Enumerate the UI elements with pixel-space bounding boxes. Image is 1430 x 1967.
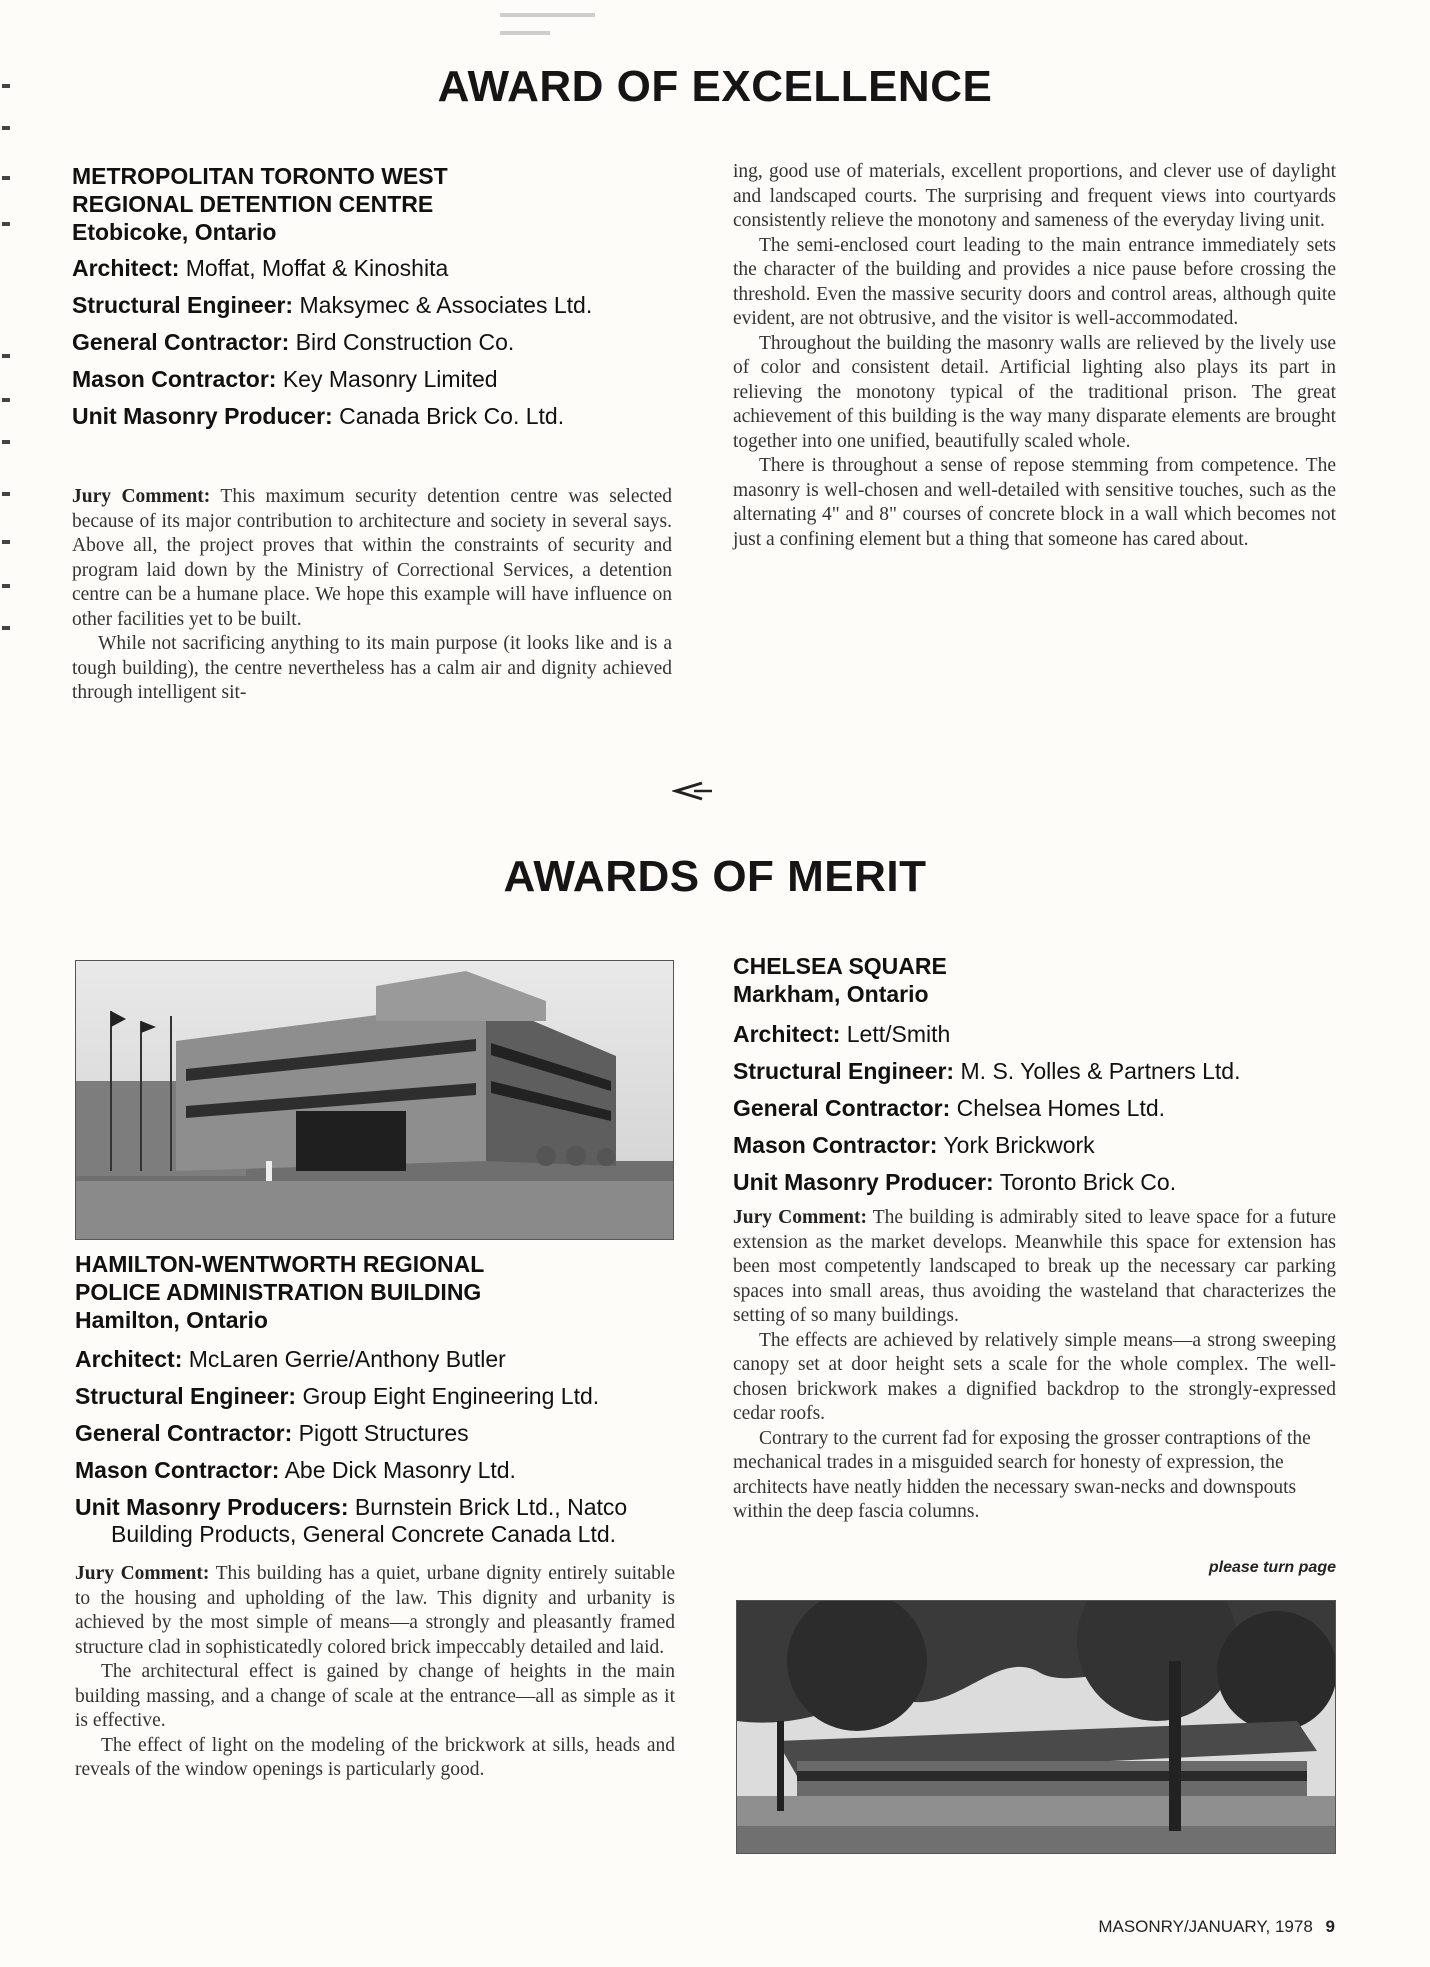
margin-mark — [2, 492, 10, 496]
chelsea-square-photo — [736, 1600, 1336, 1854]
hamilton-building-photo — [75, 960, 674, 1240]
awards-of-merit-heading: AWARDS OF MERIT — [503, 852, 927, 901]
margin-mark — [2, 540, 10, 544]
jury-paragraph: Jury Comment: This building has a quiet, urbane dignity entirely suitable to the housing and upholding of the law. This dignity and urbanity is achieved by the most simple of means—a strongly and pleasantly framed structure clad in sophisticatedly colored brick impeccably detailed and laid. — [75, 1563, 675, 1658]
jury-paragraph: Jury Comment: This maximum security detention centre was selected because of its major contribution to architecture and society in several says. Above all, the project proves that within the constraints of security and program laid down by the Ministry of Correctional Services, a detention centre can be a humane place. We hope this example will have influence on other facilities yet to be built. — [72, 486, 672, 630]
credit-general-contractor: General Contractor: Bird Construction Co. — [72, 329, 515, 355]
project-location: Markham, Ontario — [733, 981, 929, 1007]
jury-paragraph: Jury Comment: The building is admirably sited to leave space for a future extension as the market develops. Meanwhile this space for extension has been most competently landscaped to break up the necessary car parking spaces into small areas, thus avoiding the wasteland that characterizes the setting of so many buildings. — [733, 1207, 1336, 1326]
credit-mason-contractor: Mason Contractor: York Brickwork — [733, 1132, 1095, 1158]
header-mark — [500, 13, 595, 17]
excellence-project-header — [72, 162, 672, 246]
jury-paragraph: While not sacrificing anything to its main purpose (it looks like and is a tough building), the centre nevertheless has a calm air and dignity achieved through intelligent sit- — [72, 633, 672, 703]
excellence-credits-list — [72, 255, 672, 430]
excellence-jury-comment-left — [72, 485, 672, 706]
credit-mason-contractor: Mason Contractor: Abe Dick Masonry Ltd. — [75, 1457, 516, 1483]
credit-structural-engineer: Structural Engineer: M. S. Yolles & Partners Ltd. — [733, 1058, 1241, 1084]
chelsea-credits-list — [733, 1021, 1343, 1196]
excellence-jury-comment-right — [733, 160, 1336, 552]
margin-mark — [2, 222, 10, 226]
margin-mark — [2, 584, 10, 588]
project-name: POLICE ADMINISTRATION BUILDING — [75, 1279, 482, 1305]
scan-header-marks — [500, 4, 660, 14]
jury-paragraph: There is throughout a sense of repose stemming from competence. The masonry is well-chosen and well-detailed with sensitive touches, such as the alternating 4" and 8" courses of concrete block in a wall which becomes not just a confining element but a thing that someone has cared about. — [733, 455, 1336, 550]
header-mark — [500, 31, 550, 35]
hamilton-jury-comment — [75, 1562, 675, 1783]
credit-masonry-producer: Unit Masonry Producer: Toronto Brick Co. — [733, 1169, 1177, 1195]
chelsea-project-header — [733, 952, 1333, 1008]
jury-paragraph: Throughout the building the masonry walls are relieved by the lively use of color and consistent detail. Artificial lighting also plays its part in relieving the monotony typical of the traditional prison. The great achievement of this building is the way many disparate elements are brought together into one unified, beautifully scaled whole. — [733, 332, 1336, 452]
project-name: REGIONAL DETENTION CENTRE — [72, 191, 434, 217]
margin-mark — [2, 398, 10, 402]
credit-architect: Architect: Lett/Smith — [733, 1021, 951, 1047]
page-footer — [960, 1917, 1335, 1937]
credit-structural-engineer: Structural Engineer: Maksymec & Associates Ltd. — [72, 292, 593, 318]
margin-mark — [2, 126, 10, 130]
hamilton-credits-list — [75, 1346, 685, 1548]
credit-general-contractor: General Contractor: Chelsea Homes Ltd. — [733, 1095, 1166, 1121]
project-location: Hamilton, Ontario — [75, 1307, 268, 1333]
arrow-ornament-icon — [672, 780, 732, 802]
project-location: Etobicoke, Ontario — [72, 219, 277, 245]
jury-paragraph: The effect of light on the modeling of the brickwork at sills, heads and reveals of the window openings is particularly good. — [75, 1734, 675, 1780]
award-of-excellence-heading: AWARD OF EXCELLENCE — [437, 62, 993, 111]
jury-paragraph: The effects are achieved by relatively simple means—a strong sweeping canopy set at door height sets a scale for the whole complex. The well-chosen brickwork makes a dignified backdrop to the strongly-expressed cedar roofs. — [733, 1329, 1336, 1424]
margin-mark — [2, 176, 10, 180]
project-name: HAMILTON-WENTWORTH REGIONAL — [75, 1251, 485, 1277]
jury-paragraph: Contrary to the current fad for exposing the grosser contraptions of the mechanical trades in a misguided search for honesty of expression, the architects have neatly hidden the necessary swan-necks and downspouts within the deep fascia columns. — [733, 1427, 1311, 1522]
continued-note: please turn page — [1208, 1559, 1336, 1576]
credit-structural-engineer: Structural Engineer: Group Eight Engineering Ltd. — [75, 1383, 600, 1409]
project-name: CHELSEA SQUARE — [733, 953, 947, 979]
credit-masonry-producer: Unit Masonry Producer: Canada Brick Co. Ltd. — [72, 403, 565, 429]
hamilton-project-header — [75, 1250, 675, 1334]
jury-paragraph: The semi-enclosed court leading to the main entrance immediately sets the character of the building and provides a nice pause before crossing the threshold. Even the massive security doors and control areas, although quite evident, are not obtrusive, and the visitor is well-accommodated. — [733, 234, 1336, 329]
jury-paragraph: The architectural effect is gained by change of heights in the main building massing, and a change of scale at the entrance—all as simple as it is effective. — [75, 1661, 675, 1731]
publication-line: MASONRY/JANUARY, 1978 — [1098, 1917, 1313, 1936]
credit-mason-contractor: Mason Contractor: Key Masonry Limited — [72, 366, 498, 392]
margin-mark — [2, 440, 10, 444]
credit-architect: Architect: McLaren Gerrie/Anthony Butler — [75, 1346, 506, 1372]
credit-architect: Architect: Moffat, Moffat & Kinoshita — [72, 255, 449, 281]
jury-paragraph: ing, good use of materials, excellent proportions, and clever use of daylight and landscaped courts. The surprising and frequent views into courtyards consistently relieve the monotony and sameness of the everyday living unit. — [733, 161, 1336, 231]
page-number: 9 — [1325, 1917, 1335, 1936]
chelsea-jury-comment — [733, 1206, 1336, 1525]
credit-masonry-producers: Unit Masonry Producers: Burnstein Brick Ltd., Natco Building Products, General Concrete Canada Ltd. — [75, 1494, 628, 1547]
margin-mark — [2, 354, 10, 358]
margin-mark — [2, 626, 10, 630]
project-name: METROPOLITAN TORONTO WEST — [72, 163, 448, 189]
credit-general-contractor: General Contractor: Pigott Structures — [75, 1420, 469, 1446]
